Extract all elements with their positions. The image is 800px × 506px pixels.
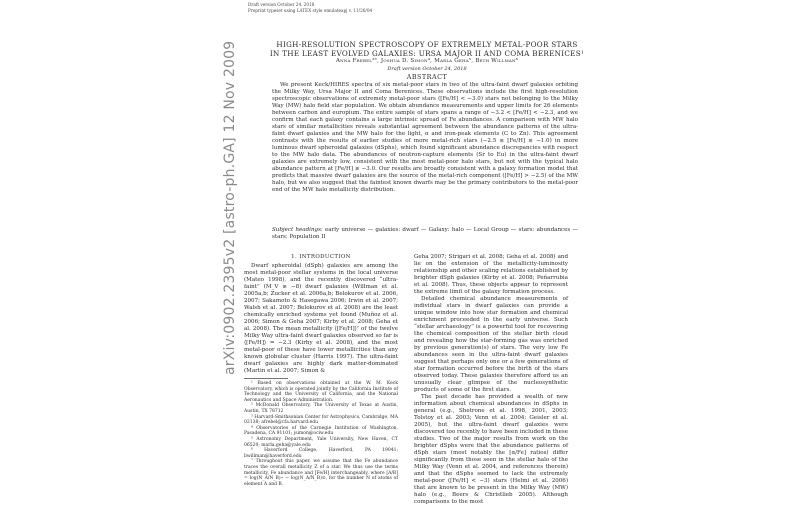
footnote-3: ³ Harvard-Smithsonian Center for Astrophysics, Cambridge, MA 02138; afrebel@cfa.harvard.edu [244, 414, 398, 426]
paper-title [262, 40, 592, 58]
footnote-1: ¹ Based on observations obtained at the W. M. Keck Observatory, which is operated jointly by the California Institute of Technology and the University of California, and the National Aeronautics and Space Administration. [244, 381, 398, 403]
introduction-paragraph: Dwarf spheroidal (dSph) galaxies are among the most metal-poor stellar systems in the local universe (Mateo 1998), and the recently discovered “ultra-faint” (M_V ≳ −8) dwarf galaxies (Willman et al. 2005a,b; Zucker et al. 2006a,b; Belokurov et al. 2006, 2007; Sakamoto & Hasegawa 2006; Irwin et al. 2007; Walsh et al. 2007; Belokurov et al. 2008) are the least chemically enriched systems yet found (Muñoz et al. 2006; Simon & Geha 2007; Kirby et al. 2008; Geha et al. 2008). The mean metallicity ⟨[Fe/H]⟩⁷ of the twelve Milky Way ultra-faint dwarf galaxies observed so far is ⟨[Fe/H]⟩ = −2.3 (Kirby et al. 2008), and the most metal-poor of these have lower metallicities than any known globular cluster (Harris 1997). The ultra-faint dwarf galaxies are highly dark matter-dominated (Martin et al. 2007; Simon & [244, 263, 398, 374]
header-draft-version: Draft version October 24, 2018 [248, 2, 315, 7]
introduction-heading: 1. INTRODUCTION [291, 254, 351, 260]
subject-headings-label: Subject headings: [272, 227, 323, 233]
arxiv-stamp: arXiv:0902.2395v2 [astro-ph.GA] 12 Nov 2009 [222, 40, 238, 375]
left-column [244, 254, 398, 487]
abstract-heading: ABSTRACT [406, 73, 448, 81]
header-preprint-note: Preprint typeset using LATEX style emulateapj v. 11/26/04 [248, 8, 373, 13]
subject-headings-text: early universe — galaxies: dwarf — Galaxy: halo — Local Group — stars: abundances — stars: Population II [272, 227, 579, 240]
right-column [414, 254, 568, 506]
right-column-paragraph-1: Geha 2007; Strigari et al. 2008; Geha et al. 2008) and lie on the extension of the metallicity-luminosity relationship and other scaling relations established by brighter dSph galaxies (Kirby et al. 2008; Peñarrubia et al. 2008). Thus, these objects appear to represent the extreme limit of the galaxy formation process. [414, 254, 568, 295]
title-line-1: HIGH-RESOLUTION SPECTROSCOPY OF EXTREMELY METAL-POOR STARS [276, 40, 578, 49]
right-column-paragraph-3: The past decade has provided a wealth of new information about chemical abundances in dSphs in general (e.g., Shetrone et al. 1998, 2001, 2003; Tolstoy et al. 2003; Venn et al. 2004; Geisler et al. 2005), but the ultra-faint dwarf galaxies were discovered too recently to have been included in these studies. Two of the major results from work on the brighter dSphs were that the abundance patterns of dSph stars (most notably the [α/Fe] ratios) differ significantly from those seen in the stellar halo of the Milky Way (Venn et al. 2004, and references therein) and that the dSphs seemed to lack the extremely metal-poor ([Fe/H] < −3) stars (Helmi et al. 2006) that are known to be present in the Milky Way (MW) halo (e.g., Beers & Christlieb 2005). Although comparisons to the most [414, 394, 568, 505]
footnote-2: ² McDonald Observatory, The University of Texas at Austin, Austin, TX 78712 [244, 403, 398, 414]
author-list: Anna Frebel²³, Joshua D. Simon⁴, Marla Geha⁵, Beth Willman⁶ [335, 58, 519, 64]
subject-headings [272, 227, 578, 241]
footnote-4: ⁴ Observatories of the Carnegie Institution of Washington, Pasadena, CA 91101; jsimon@ociw.edu [244, 425, 398, 437]
footnote-5: ⁵ Astronomy Department, Yale University, New Haven, CT 06520; marla.geha@yale.edu [244, 436, 398, 448]
footnote-rule [244, 378, 288, 379]
right-column-paragraph-2: Detailed chemical abundance measurements of individual stars in dwarf galaxies can provide a unique window into how star formation and chemical enrichment proceeded in the early universe. Such “stellar archaeology” is a powerful tool for recovering the chemical composition of the stellar birth cloud and revealing how the star-forming gas was enriched by previous generation(s) of stars. The very low Fe abundances seen in the ultra-faint dwarf galaxies suggest that perhaps only one or a few generations of star formation occurred before the birth of the stars observed today. These galaxies therefore afford us an unusually clear glimpse of the nucleosynthetic products of some of the first stars. [414, 296, 568, 393]
footnote-7: ⁷ Throughout this paper, we assume that the Fe abundance traces the overall metallicity Z of a star. We thus use the terms metallicity, Fe abundance and [Fe/H] interchangeably, where [A/B] = log(N_A/N_B)⋆ − log(N_A/N_B)⊙, for the number N of atoms of element A and B. [244, 459, 398, 487]
draft-date: Draft version October 24, 2018 [387, 66, 467, 72]
footnote-6: ⁶ Haverford College, Haverford, PA 19041; bwillman@haverford.edu [244, 448, 398, 459]
title-line-2: IN THE LEAST EVOLVED GALAXIES: URSA MAJOR II AND COMA BERENICES¹ [269, 49, 585, 58]
abstract-text: We present Keck/HIRES spectra of six metal-poor stars in two of the ultra-faint dwarf galaxies orbiting the Milky Way, Ursa Major II and Coma Berenices. These observations include the first high-resolution spectroscopic observations of extremely metal-poor stars ([Fe/H] < −3.0) stars not belonging to the Milky Way (MW) halo field star population. We obtain abundance measurements and upper limits for 26 elements between carbon and europium. The entire sample of stars spans a range of −3.2 < [Fe/H] < −2.3, and we confirm that each galaxy contains a large intrinsic spread of Fe abundances. A comparison with MW halo stars of similar metallicities reveals substantial agreement between the abundance patterns of the ultra-faint dwarf galaxies and the MW halo for the light, α and iron-peak elements (C to Zn). This agreement contrasts with the results of earlier studies of more metal-rich stars (−2.5 ≲ [Fe/H] ≲ −1.0) in more luminous dwarf spheroidal galaxies (dSphs), which found significant abundance discrepancies with respect to the MW halo data. The abundances of neutron-capture elements (Sr to Eu) in the ultra-faint dwarf galaxies are extremely low, consistent with the most metal-poor halo stars, but not with the typical halo abundance pattern at [Fe/H] ≳ −3.0. Our results are broadly consistent with a galaxy formation model that predicts that massive dwarf galaxies are the source of the metal-rich component ([Fe/H] > −2.5) of the MW halo, but we also suggest that the faintest known dwarfs may be the primary contributors to the metal-poor end of the MW halo metallicity distribution. [272, 82, 578, 193]
